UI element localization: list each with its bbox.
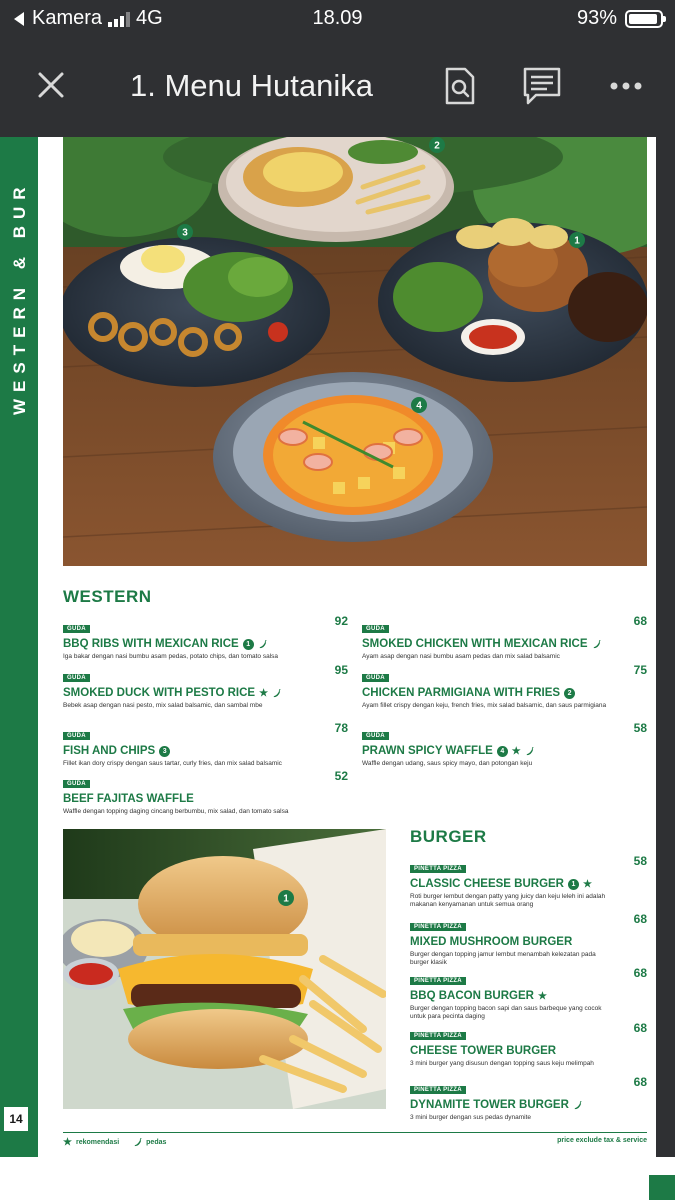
menu-item-description: 3 mini burger dengan sus pedas dynamite (410, 1114, 532, 1121)
bottom-green-tab (649, 1175, 675, 1200)
menu-item-name: CHEESE TOWER BURGER (410, 1045, 557, 1057)
menu-item-name-row (63, 638, 335, 650)
western-food-photo (63, 137, 647, 566)
menu-item-tag: GUDA (63, 732, 90, 740)
menu-item (63, 772, 335, 816)
menu-item-description: Ayam fillet crispy dengan keju, french fries, mix salad balsamic, dan saus parmigiana (362, 702, 607, 709)
menu-item-name-row (362, 687, 634, 699)
bottom-strip (0, 1157, 675, 1200)
menu-item-tag: PINETTA PIZZA (410, 865, 466, 873)
menu-item-name-row (410, 1099, 610, 1111)
menu-page (0, 137, 656, 1157)
menu-item-tag: PINETTA PIZZA (410, 923, 466, 931)
menu-item (63, 617, 335, 661)
menu-item-description: Burger dengan topping jamur lembut menambah kelezatan pada burger klasik (410, 951, 596, 966)
menu-item (410, 915, 610, 967)
search-document-icon[interactable] (440, 66, 480, 106)
star-icon: ★ (63, 1137, 72, 1148)
side-band (0, 137, 38, 1157)
carrier-label: Kamera (32, 7, 103, 29)
menu-item-description: Burger dengan topping bacon sapi dan saus barbeque yang cocok untuk para pecinta daging (410, 1005, 602, 1020)
menu-item (63, 724, 335, 768)
status-time: 18.09 (312, 7, 363, 29)
star-icon: ★ (583, 878, 592, 890)
menu-item (410, 1078, 610, 1122)
menu-item-name: BBQ BACON BURGER (410, 990, 534, 1002)
menu-item-name-row (362, 745, 634, 757)
comment-icon[interactable] (522, 66, 562, 106)
menu-item-price: 58 (633, 721, 647, 735)
menu-item-photo-badge: 2 (564, 688, 575, 699)
menu-item (362, 724, 634, 768)
star-icon: ★ (511, 745, 521, 757)
burger-photo (63, 829, 386, 1109)
burger-title: BURGER (410, 827, 487, 846)
menu-item-photo-badge: 1 (568, 879, 579, 890)
burger-photo-illustration (63, 829, 386, 1109)
menu-item-price: 75 (633, 663, 647, 677)
photo-marker-2-label: 2 (434, 140, 440, 152)
menu-item-description: 3 mini burger yang disusun dengan topping saus keju melimpah (410, 1060, 594, 1067)
menu-item-name: BBQ RIBS WITH MEXICAN RICE (63, 638, 239, 650)
battery-icon (625, 10, 663, 28)
menu-item-description: Waffle dengan topping daging cincang berbumbu, mix salad, dan tomato salsa (63, 808, 289, 815)
chili-icon (573, 1101, 582, 1110)
status-bar (0, 0, 675, 38)
menu-item-name-row (410, 878, 610, 890)
battery-percent: 93% (576, 7, 617, 29)
menu-item-photo-badge: 1 (243, 639, 254, 650)
menu-item-price: 58 (633, 854, 647, 868)
menu-item-price: 92 (334, 614, 348, 628)
chili-icon (592, 640, 601, 649)
menu-item (410, 1024, 610, 1068)
menu-item-tag: GUDA (362, 732, 389, 740)
menu-item-name: PRAWN SPICY WAFFLE (362, 745, 493, 757)
menu-item-price: 68 (633, 912, 647, 926)
legend-spicy: pedas (146, 1139, 167, 1146)
menu-item-name-row (63, 745, 335, 757)
menu-item-name-row (63, 793, 335, 805)
menu-item-name-row (410, 936, 610, 948)
menu-item-tag: GUDA (63, 674, 90, 682)
menu-item-description: Iga bakar dengan nasi bumbu asam pedas, potato chips, dan tomato salsa (63, 653, 279, 660)
burger-photo-marker-label: 1 (283, 893, 289, 905)
photo-marker-3-label: 3 (182, 227, 188, 239)
app-bar (0, 38, 675, 138)
star-icon: ★ (537, 990, 547, 1002)
chili-icon (133, 1138, 142, 1147)
menu-item-tag: PINETTA PIZZA (410, 1032, 466, 1040)
legend-recommend: rekomendasi (75, 1139, 120, 1146)
menu-item (410, 969, 610, 1021)
menu-item-name: CLASSIC CHEESE BURGER (410, 878, 564, 890)
svg-text:WESTERN & BUR: WESTERN & BUR (10, 180, 29, 415)
menu-item (362, 617, 634, 661)
menu-item-name-row (63, 687, 335, 699)
side-band-label (2, 143, 36, 443)
menu-item-name: DYNAMITE TOWER BURGER (410, 1099, 569, 1111)
menu-item-name-row (410, 990, 610, 1002)
menu-item-name: FISH AND CHIPS (63, 745, 156, 757)
menu-item-name: BEEF FAJITAS WAFFLE (63, 793, 194, 805)
menu-item-description: Bebek asap dengan nasi pesto, mix salad balsamic, dan sambal mbe (63, 702, 263, 709)
close-icon[interactable] (34, 68, 68, 102)
star-icon: ★ (259, 687, 269, 699)
chili-icon (272, 689, 281, 698)
menu-item-tag: PINETTA PIZZA (410, 977, 466, 985)
chili-icon (258, 640, 267, 649)
menu-item-name: SMOKED CHICKEN WITH MEXICAN RICE (362, 638, 588, 650)
menu-item-name: MIXED MUSHROOM BURGER (410, 936, 573, 948)
menu-item-description: Ayam asap dengan nasi bumbu asam pedas dan mix salad balsamic (362, 653, 560, 660)
western-photo-illustration (63, 137, 647, 566)
menu-item-tag: PINETTA PIZZA (410, 1086, 466, 1094)
menu-item-name: SMOKED DUCK WITH PESTO RICE (63, 687, 256, 699)
menu-item-photo-badge: 3 (159, 746, 170, 757)
price-note: price exclude tax & service (557, 1137, 647, 1144)
menu-item-price: 68 (633, 1075, 647, 1089)
battery-fill (629, 14, 657, 24)
network-label: 4G (136, 7, 163, 29)
document-title: 1. Menu Hutanika (130, 68, 373, 103)
menu-item-photo-badge: 4 (497, 746, 508, 757)
page-number: 14 (4, 1107, 28, 1131)
menu-item-price: 68 (633, 966, 647, 980)
menu-item-price: 95 (334, 663, 348, 677)
photo-marker-4-label: 4 (416, 400, 422, 412)
menu-item-name: CHICKEN PARMIGIANA WITH FRIES (362, 687, 561, 699)
menu-item-tag: GUDA (63, 780, 90, 788)
menu-item-price: 52 (334, 769, 348, 783)
menu-item-description: Roti burger lembut dengan patty yang juicy dan keju leleh ini adalah makanan kenyamanan untuk semua orang (410, 893, 606, 908)
chili-icon (525, 747, 534, 756)
status-right (577, 7, 663, 30)
menu-item-description: Waffle dengan udang, saus spicy mayo, dan potongan keju (362, 760, 533, 767)
menu-item-name-row (410, 1045, 610, 1057)
menu-item-price: 68 (633, 614, 647, 628)
menu-item-price: 68 (633, 1021, 647, 1035)
menu-item-name-row (362, 638, 634, 650)
footer-divider (63, 1132, 647, 1133)
photo-marker-1-label: 1 (574, 235, 580, 247)
menu-item-tag: GUDA (63, 625, 90, 633)
menu-item-price: 78 (334, 721, 348, 735)
menu-item-tag: GUDA (362, 674, 389, 682)
menu-item (63, 666, 335, 710)
western-title: WESTERN (63, 587, 152, 606)
menu-item-tag: GUDA (362, 625, 389, 633)
menu-item-description: Fillet ikan dory crispy dengan saus tartar, curly fries, dan mix salad balsamic (63, 760, 282, 767)
menu-item (362, 666, 634, 710)
footer-legend (63, 1137, 166, 1148)
more-icon[interactable] (606, 66, 646, 106)
menu-item (410, 857, 610, 909)
